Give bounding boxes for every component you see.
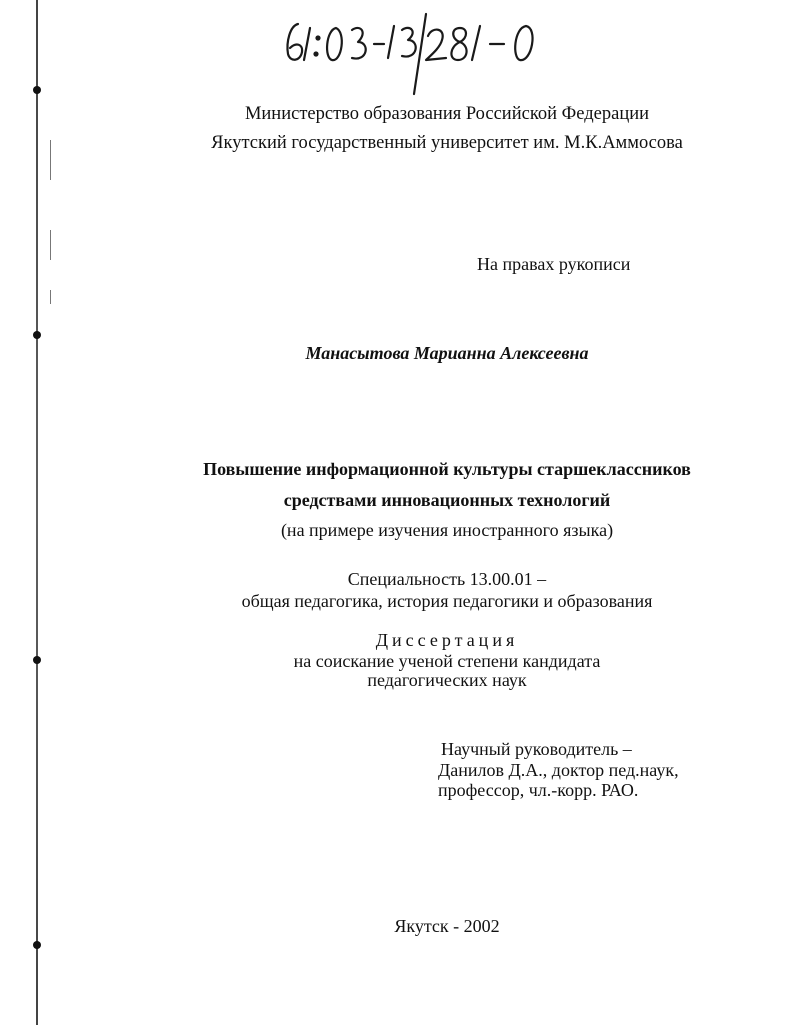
handwritten-registration-number bbox=[268, 2, 568, 102]
binding-hole bbox=[33, 86, 41, 94]
scan-artifact bbox=[50, 290, 51, 304]
binding-edge bbox=[36, 0, 38, 1025]
specialty-name: общая педагогика, история педагогики и образования bbox=[241, 591, 653, 611]
binding-hole bbox=[33, 941, 41, 949]
rights-note: На правах рукописи bbox=[477, 254, 631, 274]
dissertation-title-line: Повышение информационной культуры старшеклассников bbox=[203, 459, 691, 479]
dissertation-subtitle: (на примере изучения иностранного языка) bbox=[280, 520, 614, 540]
university-name: Якутский государственный университет им. М.К.Аммосова bbox=[211, 133, 683, 153]
city-year: Якутск - 2002 bbox=[394, 916, 500, 936]
author-name: Манасытова Марианна Алексеевна bbox=[305, 343, 589, 363]
supervisor-title: профессор, чл.-корр. РАО. bbox=[438, 780, 639, 800]
degree-line: педагогических наук bbox=[367, 670, 527, 690]
supervisor-name: Данилов Д.А., доктор пед.наук, bbox=[438, 760, 679, 780]
binding-hole bbox=[33, 331, 41, 339]
dissertation-label: Диссертация bbox=[375, 630, 519, 650]
dissertation-title-line: средствами инновационных технологий bbox=[283, 490, 611, 510]
scan-artifact bbox=[50, 230, 51, 260]
binding-hole bbox=[33, 656, 41, 664]
supervisor-label: Научный руководитель – bbox=[441, 739, 632, 759]
ministry-name: Министерство образования Российской Федерации bbox=[244, 104, 650, 124]
specialty-code: Специальность 13.00.01 – bbox=[347, 569, 547, 589]
degree-line: на соискание ученой степени кандидата bbox=[293, 651, 601, 671]
